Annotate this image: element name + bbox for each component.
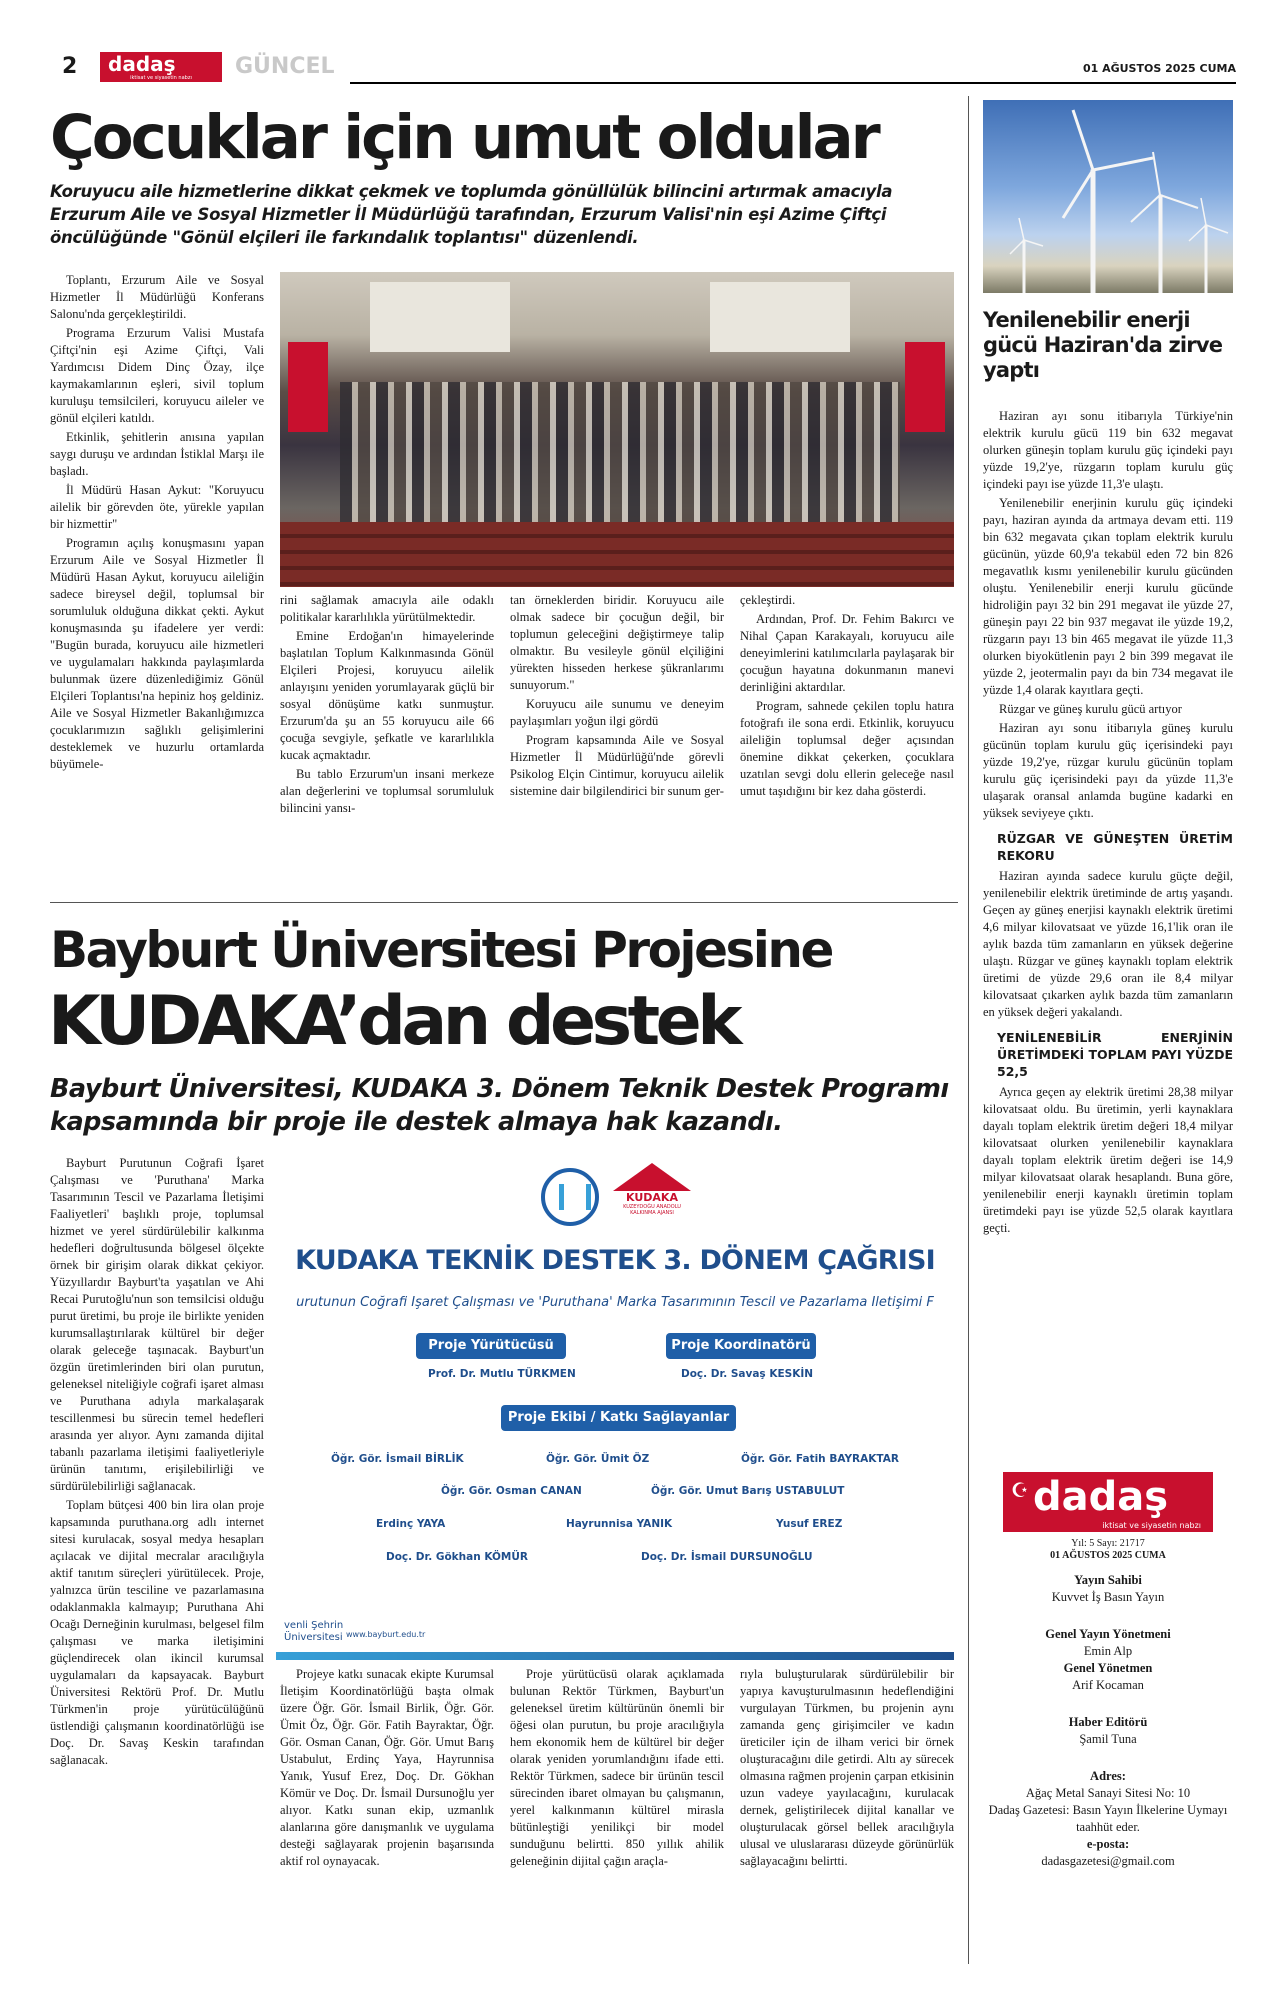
turbine-blade [1189, 225, 1206, 241]
page-number: 2 [62, 54, 78, 79]
story1-spot: Koruyucu aile hizmetlerine dikkat çekmek ve toplumda gönüllülük bilincini artırmak amacıyla Erzurum Aile ve Sosyal Hizmetler İl Müdürlüğü tarafından, Erzurum Valisi'nin eşi Azime Çiftçi öncülüğünde "Gönül elçileri ile farkındalık toplantısı" düzenlendi. [50, 182, 893, 247]
photo-screen [710, 282, 850, 352]
logo-text: dadaş [108, 52, 176, 76]
turbine-tower [1205, 225, 1207, 293]
team-member: Erdinç YAYA [376, 1518, 446, 1530]
story2-column-3 [510, 1666, 724, 1872]
paragraph: Haziran ayı sonu itibarıyla güneş kurulu gücünün toplam kurulu güç içerisindeki payı yüzde 19,2'ye, rüzgar kurulu gücünün toplam kurulu güç içerisindeki payı da yüzde 11,3'e ulaşarak oransal anlamda bugüne kadarki en yüksek seviyeye çıktı. [983, 721, 1233, 820]
team-member: Yusuf EREZ [776, 1518, 843, 1530]
header-rule [350, 82, 1236, 84]
paragraph: Haziran ayı sonu itibarıyla Türkiye'nin elektrik kurulu gücü 119 bin 632 megavat olurken güneşin toplam kurulu güç içindeki payı yüzde 19,2'ye, rüzgarın toplam kurulu güç içindeki payı ise yüzde 11,3'e ulaştı. [983, 409, 1233, 491]
paragraph: Bu tablo Erzurum'un insani merkeze alan değerlerini ve toplumsal sorumluluk bilincini yansı- [280, 767, 494, 815]
kudaka-logo-text: KUDAKA [626, 1191, 678, 1204]
turbine-blade [1073, 110, 1093, 170]
story1-column-1 [50, 272, 264, 775]
sidebar-subheading: YENİLENEBİLİR ENERJİNİN ÜRETİMDEKİ TOPLAM PAYI YÜZDE 52,5 [997, 1030, 1234, 1079]
poster-logos [541, 1163, 691, 1233]
story1-column-4 [740, 592, 954, 802]
photo-flag [288, 342, 328, 432]
story-divider [50, 902, 958, 903]
paragraph: Haziran ayında sadece kurulu güçte değil, yenilenebilir elektrik üretiminde de artış yaşandı. Geçen ay güneş enerjisi kaynaklı elektrik üretimi 4,6 milyar kilovatsaat ve yüzde 16,1'lik oran ile aylık bazda tüm zamanların en yüksek değerine ulaştı. Rüzgar ve güneş kaynaklı toplam elektrik üretimi de yüzde 29,6 oran ile 8,4 milyar kilovatsaat çıkarken aylık bazda tüm zamanların en yüksek değeri yakalandı. [983, 869, 1233, 1019]
team-member: Öğr. Gör. Osman CANAN [441, 1485, 582, 1497]
photo-flag [905, 342, 945, 432]
paragraph: Projeye katkı sunacak ekipte Kurumsal İletişim Koordinatörlüğü başta olmak üzere Öğr. Gör. İsmail Birlik, Öğr. Gör. Ümit Öz, Öğr. Gör. Fatih Bayraktar, Öğr. Gör. Osman Canan, Öğr. Gör. Umut Barış Ustabulut, Erdinç Yaya, Hayrunnisa Yanık, Yusuf Erez, Doç. Dr. Gökhan Kömür ve Doç. Dr. İsmail Dursunoğlu yer alıyor. Katkı sunan ekip, uzmanlık alanlarına göre danışmanlık ve uygulama desteği sağlayarak projenin başarısında aktif rol oynayacak. [280, 1667, 494, 1868]
compliance-note: Dadaş Gazetesi: Basın Yayın İlkelerine Uymayı taahhüt eder. [988, 1803, 1228, 1834]
paragraph: Rüzgar ve güneş kurulu gücü artıyor [999, 702, 1182, 716]
paragraph: Emine Erdoğan'ın himayelerinde başlatılan Toplum Kalkınmasında Gönül Elçileri Projesi, koruyucu ailelik anlayışını yeniden yorumlayarak güçlü bir sosyal dönüşüme katkı sunmuştur. Erzurum'da şu an 55 koruyucu aile 66 çocuğa sevgiyle, şefkatle ve kararlılıkla kucak açmaktadır. [280, 629, 494, 762]
turbine-blade [1206, 225, 1228, 233]
wind-turbines-graphic [983, 100, 1233, 293]
paragraph: Yenilenebilir enerjinin kurulu güç içindeki payı, haziran ayında da artmaya devam etti. 119 bin 632 megavata çıkan toplam elektrik kurulu gücünün, yüzde 60,9'a tekabül eden 72 bin 826 megavatlık kısmı yenilenebilir kurulu gücünden oluştu. Yenilenebilir enerji kurulu gücünde hidroliğin payı 32 bin 291 megavat ile yüzde 27, güneşin payı 22 bin 937 megavat ile yüzde 19,2, rüzgarın payı 13 bin 465 megavat ile yüzde 11,3 olurken biyokütlenin payı 2 bin 399 megavat ile yüzde 2, jeotermalin payı da bin 734 megavat ile yüzde 1,4 olarak kayıtlara geçti. [983, 496, 1233, 697]
team-member: Doç. Dr. İsmail DURSUNOĞLU [641, 1551, 813, 1563]
team-member: Öğr. Gör. Fatih BAYRAKTAR [741, 1453, 899, 1465]
story1-headline: Çocuklar için umut oldular [50, 102, 878, 173]
newspaper-logo [100, 52, 222, 82]
story1-column-3 [510, 592, 724, 802]
gm-value: Emin Alp [1083, 1644, 1133, 1658]
turbine-tower [1023, 240, 1025, 293]
team-member: Hayrunnisa YANIK [566, 1518, 673, 1530]
paragraph: Proje yürütücüsü olarak açıklamada bulunan Rektör Türkmen, Bayburt'un geleneksel üretim kültürünün önemli bir öğesi olan purutun, bu proje aracılığıyla hem ekonomik hem de kültürel bir değer olarak yeniden yorumlandığını ifade etti. Rektör Türkmen, sadece bir ürünün tescil sürecinden ibaret olmayan bu çalışmanın, yerel kalkınmanın kültürel mirasla bütünleştiği yenilikçi bir model sunduğunu belirtti. 850 yıllık ahilik geleneğinin dijital çağın araçla- [510, 1667, 724, 1868]
masthead-date: 01 AĞUSTOS 2025 CUMA [1050, 1550, 1166, 1561]
turbine-blade [1201, 198, 1206, 225]
owner-value: Kuvvet İş Basın Yayın [1051, 1590, 1165, 1604]
kudaka-roof-icon [613, 1163, 691, 1191]
turbine-tower [1159, 195, 1162, 293]
column-divider [968, 96, 969, 1964]
turbine-blade [1010, 240, 1024, 254]
turbine-blade [1019, 218, 1024, 240]
address-value: Ağaç Metal Sanayi Sitesi No: 10 [1025, 1786, 1191, 1800]
poster-subtitle: urutunun Coğrafi İşaret Çalışması ve 'Puruthana' Marka Tasarımının Tescil ve Pazarlama İletişimi F [296, 1295, 934, 1310]
email-value[interactable]: dadasgazetesi@gmail.com [1041, 1854, 1175, 1868]
sidebar-subheading: RÜZGAR VE GÜNEŞTEN ÜRETİM REKORU [997, 831, 1233, 863]
paragraph: Toplam bütçesi 400 bin lira olan proje kapsamında puruthana.org adlı internet sitesi kurulacak, sosyal medya hesapları açılacak ve dijital mecralar aracılığıyla aktif tanıtım süreçleri yürütülecek. Proje, yalnızca ürün tesciline ve pazarlamasına odaklanmakla kalmayıp; Puruthana Ahi Ocağı Derneğinin kurulması, belgesel film çalışması ve marka iletişimini güçlendirecek olan ikincil kurumsal uygulamaları da kapsayacak. Bayburt Üniversitesi Rektörü Prof. Dr. Mutlu Türkmen'in proje yürütücülüğünü üstlendiği çalışmanın koordinatörlüğü ise Doç. Dr. Savaş Keskin tarafından sağlanacak. [50, 1498, 264, 1767]
gm-label: Genel Yayın Yönetmeni [1045, 1627, 1171, 1641]
story2-headline-line2: KUDAKA’dan destek [48, 982, 738, 1061]
kudaka-logo [613, 1163, 691, 1231]
executor-label: Proje Yürütücüsü [416, 1333, 566, 1359]
paragraph: Programın açılış konuşmasını yapan Erzurum Aile ve Sosyal Hizmetler İl Müdürü Hasan Aykut, koruyucu aileliğin sadece bireysel değil, toplumsal bir sorumluluk olduğuna dikkat çekti. Aykut konuşmasında şu ifadelere yer verdi: "Bugün burada, koruyucu aile hizmetleri ve uygulamaları hakkında paylaşımlarda bulunmak üzere düzenlediğimiz Gönül Elçileri Toplantısı'na hepiniz hoş geldiniz. Aile ve Sosyal Hizmetler Bakanlığımızca çocuklarımızın sağlıklı gelişimlerini desteklemek ve huzurlu ortamlarda büyümele- [50, 536, 264, 771]
page-header [50, 52, 1236, 82]
team-member: Öğr. Gör. İsmail BİRLİK [331, 1453, 464, 1465]
paragraph: Toplantı, Erzurum Aile ve Sosyal Hizmetler İl Müdürlüğü Konferans Salonu'nda gerçekleştirildi. [50, 273, 264, 321]
turbine-blade [1063, 170, 1093, 218]
turbine-tower [1091, 170, 1095, 293]
team-label: Proje Ekibi / Katkı Sağlayanlar [501, 1405, 736, 1431]
story1-column-2 [280, 592, 494, 819]
team-member: Öğr. Gör. Ümit ÖZ [546, 1453, 650, 1465]
turbine-blade [1093, 158, 1153, 170]
masthead-tagline: iktisat ve siyasetin nabzı [1102, 1521, 1201, 1530]
paragraph: Bayburt Purutunun Coğrafi İşaret Çalışması ve 'Puruthana' Marka Tasarımının Tescil ve Pazarlama İletişimi Faaliyetleri' başlıklı proje, toplumsal hizmet ve yerel sürdürülebilir kalkınma hedefleri doğrultusunda bölgesel ölçekte örnek bir girişim olarak dikkat çekiyor. Yüzyıllardır Bayburt'ta yaşatılan ve Ahi Recai Purutoğlu'nun son temsilcisi olduğu purut üretimi, bu proje ile birlikte yeniden kurumsallaştırılarak kültürel bir değer olarak geleceğe taşınacak. Bayburt'un özgün üretimlerinden biri olan purutun, geleneksel niteliğiyle coğrafi işaret alması ve Puruthana adıyla markalaşarak tescillenmesi bu sürecin temel hedefleri arasında yer alıyor. Aynı zamanda dijital tabanlı pazarlama iletişimi faaliyetleriyle ürünün tanıtımı, erişilebilirliği ve sürdürülebilirliği sağlanacak. [50, 1156, 264, 1493]
paragraph: Ardından, Prof. Dr. Fehim Bakırcı ve Nihal Çapan Karakayalı, koruyucu aile deneyimlerini katılımcılarla paylaşarak bir çocuğun hayatına dokunmanın manevi derinliğini aktardılar. [740, 612, 954, 694]
masthead-logo-text: dadaş [1033, 1474, 1169, 1520]
university-logo-icon [541, 1168, 599, 1226]
paragraph: çekleştirdi. [740, 593, 796, 607]
story2-column-1 [50, 1155, 264, 1771]
team-member: Öğr. Gör. Umut Barış USTABULUT [651, 1485, 845, 1497]
masthead [983, 1464, 1233, 1870]
sidebar-headline: Yenilenebilir enerji gücü Haziran'da zirve yaptı [983, 308, 1223, 382]
turbine-blade [1131, 195, 1160, 222]
turbine-blade [1024, 240, 1043, 246]
owner-label: Yayın Sahibi [1074, 1573, 1142, 1587]
poster-footer-slogan: venli Şehrin Üniversitesi [284, 1620, 344, 1643]
logo-tagline: iktisat ve siyasetin nabzı [130, 75, 192, 81]
director-value: Arif Kocaman [1072, 1678, 1144, 1692]
email-label: e-posta: [1086, 1837, 1130, 1851]
poster-title: KUDAKA TEKNİK DESTEK 3. DÖNEM ÇAĞRISI [295, 1245, 935, 1276]
coordinator-name: Doç. Dr. Savaş KESKİN [681, 1368, 814, 1380]
project-poster [276, 1155, 954, 1660]
poster-footer-url: www.bayburt.edu.tr [346, 1630, 426, 1639]
photo-screen [370, 282, 510, 352]
story2-column-2 [280, 1666, 494, 1872]
paragraph: rini sağlamak amacıyla aile odaklı politikalar kararlılıkla yürütülmektedir. [280, 593, 494, 624]
story2-headline-line1: Bayburt Üniversitesi Projesine [50, 921, 832, 979]
photo-crowd [340, 382, 900, 532]
paragraph: Program, sahnede çekilen toplu hatıra fotoğrafı ile sona erdi. Etkinlik, koruyucu aileliğin toplumsal değer açısından önemine dikkat çekerken, çocuklara uzatılan sevgi dolu ellerin geleceğe nasıl umut taşıdığını bir kez daha gösterdi. [740, 699, 954, 798]
wind-turbines-photo [983, 100, 1233, 293]
paragraph: Programa Erzurum Valisi Mustafa Çiftçi'nin eşi Azime Çiftçi, Vali Yardımcısı Didem Dinç Özay, ilçe kaymakamlarının eşleri, sivil toplum kuruluşu temsilcileri, koruyucu aileler ve gönül elçileri katıldı. [50, 326, 264, 425]
poster-footer [276, 1602, 954, 1660]
section-label: GÜNCEL [235, 54, 335, 79]
team-member: Doç. Dr. Gökhan KÖMÜR [386, 1551, 528, 1563]
sidebar-body [983, 408, 1233, 1239]
paragraph: Etkinlik, şehitlerin anısına yapılan saygı duruşu ve ardından İstiklal Marşı ile başladı. [50, 430, 264, 478]
executor-name: Prof. Dr. Mutlu TÜRKMEN [428, 1368, 576, 1380]
photo-seats [280, 522, 954, 587]
story2-spot: Bayburt Üniversitesi, KUDAKA 3. Dönem Teknik Destek Programı kapsamında bir proje ile destek almaya hak kazandı. [50, 1074, 949, 1137]
issue-date: 01 AĞUSTOS 2025 CUMA [1082, 62, 1236, 75]
editor-label: Haber Editörü [1068, 1715, 1148, 1729]
director-label: Genel Yönetmen [1063, 1661, 1153, 1675]
turbine-blade [1160, 195, 1198, 208]
turbine-blade [1153, 152, 1160, 195]
story1-photo-group [280, 272, 954, 587]
editor-value: Şamil Tuna [1079, 1732, 1137, 1746]
paragraph: rıyla buluşturularak sürdürülebilir bir yapıya kavuşturulmasının hedeflendiğini vurgulayan Türkmen, bu projenin aynı zamanda genç girişimciler ve kadın üreticiler için de ilham verici bir örnek oluşturacağını dile getirdi. Altı ay sürecek olmasına rağmen projenin çarpan etkisinin uzun vadeye yayılacağını, kurulacak dernek, geliştirilecek dijital kanallar ve oluşturulacak görsel bellek aracılığıyla ulusal ve uluslararası düzeyde görünürlük sağlayacağını belirtti. [740, 1667, 954, 1868]
paragraph: İl Müdürü Hasan Aykut: "Koruyucu ailelik bir görevden öte, yürekle yapılan bir hizmettir" [50, 483, 264, 531]
poster-footer-wave [276, 1652, 954, 1660]
coordinator-label: Proje Koordinatörü [666, 1333, 816, 1359]
paragraph: Ayrıca geçen ay elektrik üretimi 28,38 milyar kilovatsaat oldu. Bu üretimin, yerli kaynaklara dayalı toplam elektrik üretim değeri 18,4 milyar kilovatsaat olurken yenilenebilir kaynaklara dayalı toplam elektrik üretim değeri ise 14,9 milyar kilovatsaat olarak hesaplandı. Buna göre, yenilenebilir enerji kaynaklı üretimin toplam üretimdeki payı ise yüzde 52,5 olarak kayıtlara geçti. [983, 1085, 1233, 1235]
paragraph: tan örneklerden biridir. Koruyucu aile olmak sadece bir çocuğun değil, bir toplumun geleceğini değiştirmeye talip olmaktır. Bu vesileyle gönül elçiliğini yürekten hisseden herkese şükranlarımı sunuyorum." [510, 593, 724, 692]
paragraph: Program kapsamında Aile ve Sosyal Hizmetler İl Müdürlüğü'nde görevli Psikolog Elçin Cintimur, koruyucu ailelik sistemine dair bilgilendirici bir sunum ger- [510, 733, 724, 798]
paragraph: Koruyucu aile sunumu ve deneyim paylaşımları yoğun ilgi gördü [510, 697, 724, 728]
masthead-issue: Yıl: 5 Sayı: 21717 [1071, 1538, 1145, 1549]
kudaka-logo-subtext: KUZEYDOĞU ANADOLU KALKINMA AJANSI [623, 1204, 681, 1216]
address-label: Adres: [1090, 1769, 1126, 1783]
story2-column-4 [740, 1666, 954, 1872]
masthead-logo [1003, 1472, 1213, 1532]
crescent-star-icon: ☪ [1011, 1478, 1029, 1502]
